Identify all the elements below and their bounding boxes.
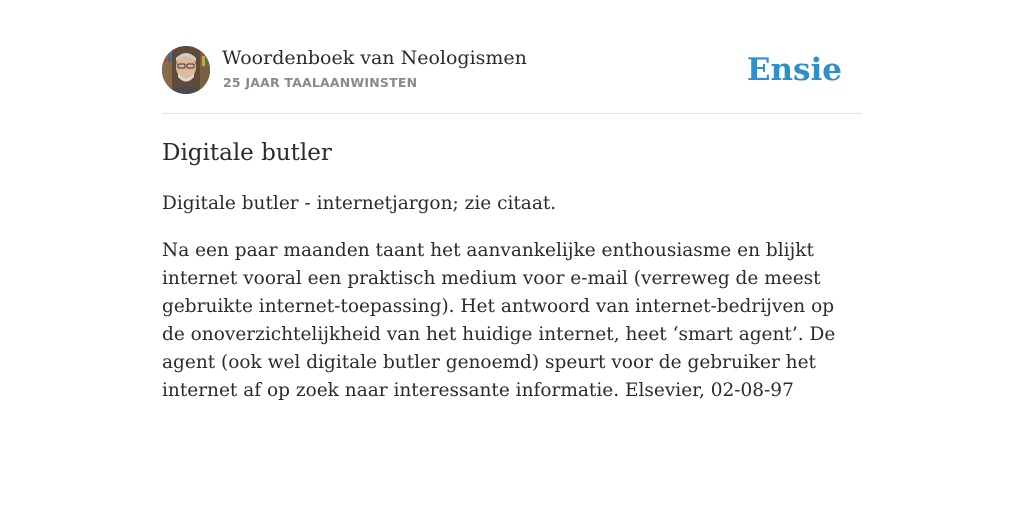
header-divider xyxy=(162,113,862,114)
entry-definition: Digitale butler - internetjargon; zie citaat. xyxy=(162,193,557,214)
source-header xyxy=(162,46,862,96)
entry-quote: Na een paar maanden taant het aanvankelijke enthousiasme en blijkt internet vooral een praktisch medium voor e-mail (verreweg de meest gebruikte internet-toepassing). Het antwoord van internet-bedrijven op de onoverzichtelijkheid van het huidige internet, heet ‘smart agent’. De agent (ook wel digitale butler genoemd) speurt voor de gebruiker het internet af op zoek naar interessante informatie. Elsevier, 02-08-97 xyxy=(162,240,836,401)
author-portrait-icon xyxy=(162,46,210,94)
ensie-logo-link[interactable]: Ensie xyxy=(746,52,842,88)
entry-title: Digitale butler xyxy=(162,140,332,166)
avatar[interactable] xyxy=(162,46,210,94)
source-subtitle: 25 JAAR TAALAANWINSTEN xyxy=(223,75,418,90)
source-title[interactable]: Woordenboek van Neologismen xyxy=(222,47,527,69)
